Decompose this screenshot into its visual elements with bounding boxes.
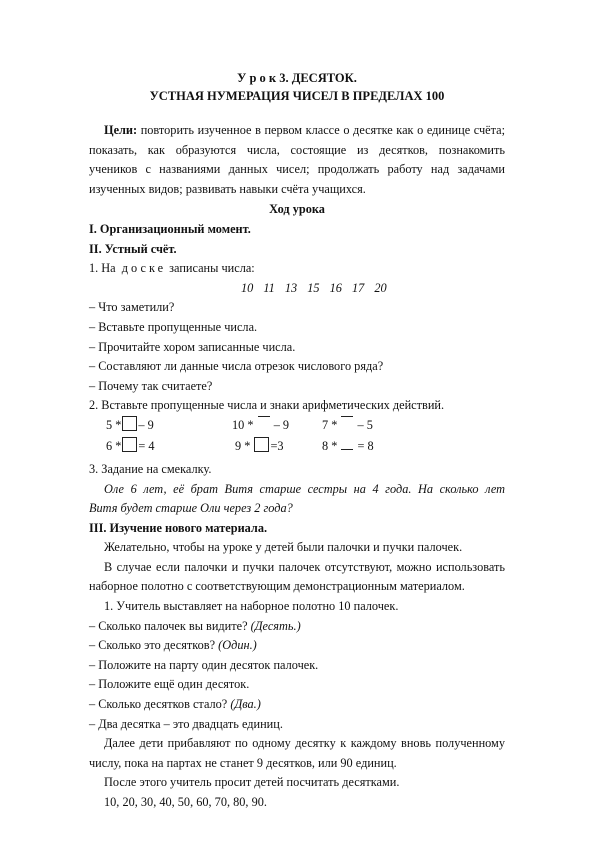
question-4: – Составляют ли данные числа отрезок числового ряда? <box>89 359 384 374</box>
goals-line-2: показать, как образуются числа, состоящие из десятков, познакомить <box>89 142 505 157</box>
dialog-5: – Сколько десятков стало? (Два.) <box>89 697 261 712</box>
goals-line-1: Цели: повторить изученное в первом классе о десятке как о единице счёта; <box>104 123 505 137</box>
body-paragraph-2b: наборное полотно с соответствующим демонстрационным материалом. <box>89 579 465 594</box>
empty-box <box>254 437 269 452</box>
goals-label: Цели: <box>104 123 138 137</box>
section-3-heading: III. Изучение нового материала. <box>89 520 268 535</box>
board-word: доске <box>121 261 167 276</box>
dialog-2: – Сколько это десятков? (Один.) <box>89 638 257 653</box>
number-sequence: 10 11 13 15 16 17 20 <box>241 280 387 295</box>
equation-a: 5 * – 9 <box>106 417 154 432</box>
body-paragraph-2a: В случае если палочки и пучки палочек отсутствуют, можно использовать <box>104 559 505 574</box>
equation-c: 7 * – 5 <box>322 417 373 432</box>
riddle-line-2: Витя будет старше Оли через 2 года? <box>89 501 293 516</box>
blank-line <box>258 416 270 426</box>
equation-b: 10 * – 9 <box>232 417 290 432</box>
body-paragraph-3: 1. Учитель выставляет на наборное полотно 10 палочек. <box>104 599 399 614</box>
dialog-3: – Положите на парту один десяток палочек. <box>89 657 319 672</box>
question-3: – Прочитайте хором записанные числа. <box>89 339 296 354</box>
equation-row-2 <box>89 437 505 458</box>
body-paragraph-1: Желательно, чтобы на уроке у детей были палочки и пучки палочек. <box>104 540 463 555</box>
course-heading: Ход урока <box>269 202 325 217</box>
dialog-4: – Положите ещё один десяток. <box>89 677 250 692</box>
goals-line-4: изученных видов; развивать навыки счёта учащихся. <box>89 181 366 196</box>
blank-line <box>341 416 353 426</box>
question-5: – Почему так считаете? <box>89 378 213 393</box>
empty-box <box>122 437 137 452</box>
equation-e: 9 * =3 <box>235 438 284 453</box>
question-1: – Что заметили? <box>89 300 175 315</box>
document-body <box>89 69 505 813</box>
body-paragraph-5: После этого учитель просит детей посчитать десятками. <box>104 775 400 790</box>
task-3-text: 3. Задание на смекалку. <box>89 461 212 476</box>
dialog-6: – Два десятка – это двадцать единиц. <box>89 716 283 731</box>
lesson-subtitle: УСТНАЯ НУМЕРАЦИЯ ЧИСЕЛ В ПРЕДЕЛАХ 100 <box>149 89 445 103</box>
equation-row-1 <box>89 416 505 437</box>
question-2: – Вставьте пропущенные числа. <box>89 319 258 334</box>
section-1-heading: I. Организационный момент. <box>89 221 251 236</box>
task-1-text: 1. На доске записаны числа: <box>89 261 255 276</box>
body-paragraph-4b: числу, пока на партах не станет 9 десятков, или 90 единиц. <box>89 755 397 770</box>
lesson-title: У р о к 3. ДЕСЯТОК. <box>237 71 357 85</box>
section-2-heading: II. Устный счёт. <box>89 241 177 256</box>
riddle-line-1: Оле 6 лет, её брат Витя старше сестры на 4 года. На сколько лет <box>104 481 505 496</box>
blank-line <box>341 440 353 450</box>
dialog-1: – Сколько палочек вы видите? (Десять.) <box>89 618 301 633</box>
equation-f: 8 * = 8 <box>322 438 374 453</box>
body-paragraph-4a: Далее дети прибавляют по одному десятку к каждому вновь полученному <box>104 736 505 751</box>
body-paragraph-6: 10, 20, 30, 40, 50, 60, 70, 80, 90. <box>104 795 267 809</box>
task-2-text: 2. Вставьте пропущенные числа и знаки арифметических действий. <box>89 398 445 413</box>
empty-box <box>122 416 137 431</box>
goals-line-3: учеников с названиями данных чисел; продолжать работу над задачами <box>89 162 505 177</box>
equation-d: 6 * = 4 <box>106 438 155 453</box>
